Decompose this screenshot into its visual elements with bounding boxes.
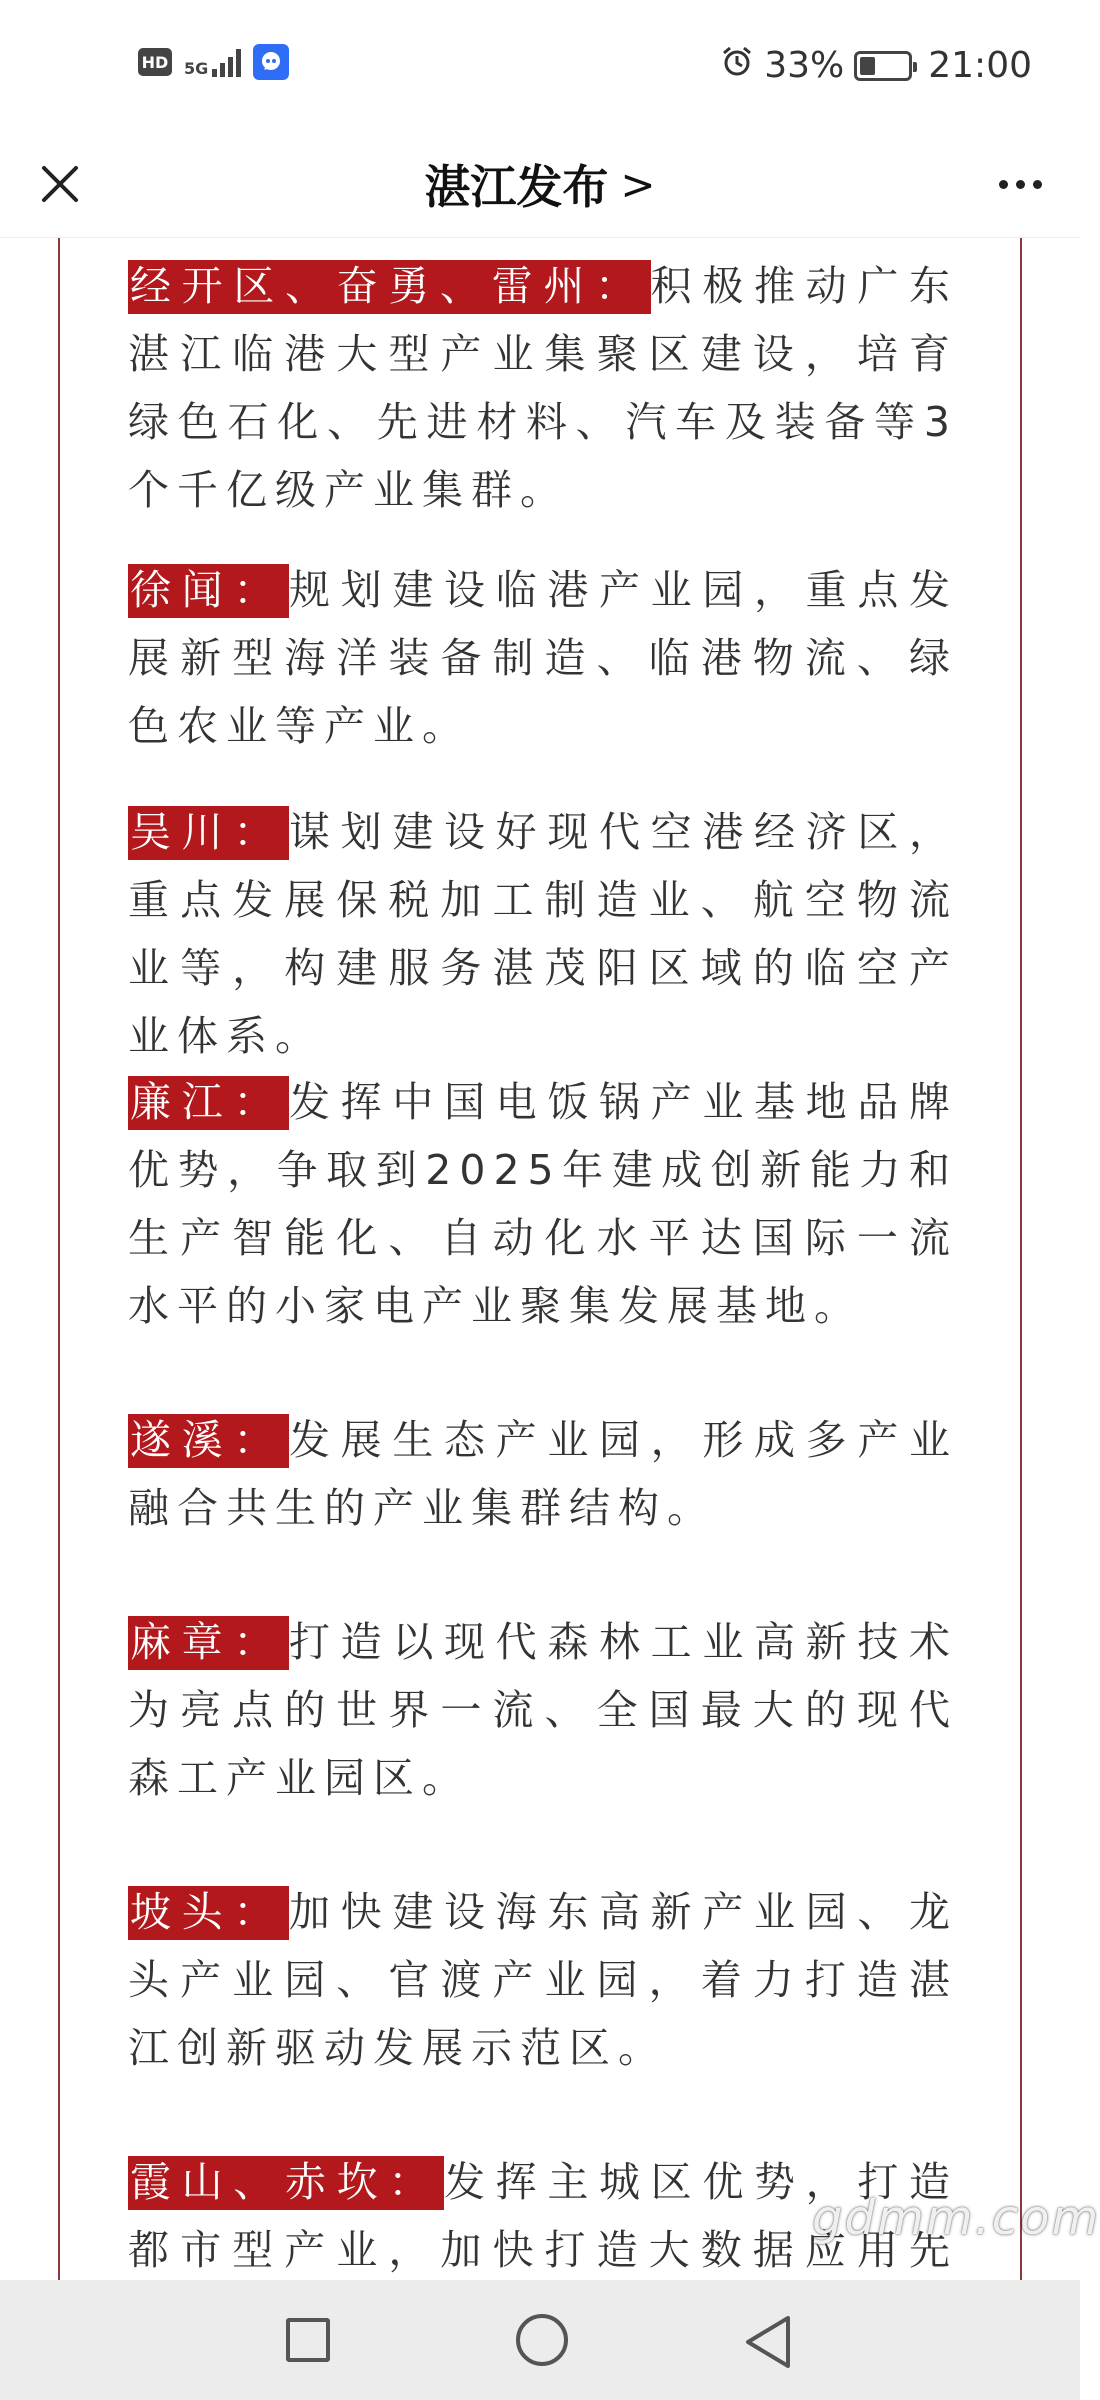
status-bar xyxy=(0,0,1080,130)
recent-apps-button[interactable] xyxy=(286,2318,330,2362)
home-button[interactable] xyxy=(516,2314,568,2366)
article-paragraph xyxy=(128,1608,958,1812)
paragraph-text: 发挥中国电饭锅产业基地品牌优势，争取到2025年建成创新能力和生产智能化、自动化水平达国际一流水平的小家电产业聚集发展基地。 xyxy=(128,1078,958,1330)
title-bar xyxy=(0,130,1080,238)
alarm-icon xyxy=(720,44,754,87)
paragraph-text: 加快建设海东高新产业园、龙头产业园、官渡产业园，着力打造湛江创新驱动发展示范区。 xyxy=(128,1888,958,2072)
district-tag: 霞山、赤坎： xyxy=(128,2156,444,2210)
paragraph-text: 发展生态产业园，形成多产业融合共生的产业集群结构。 xyxy=(128,1416,958,1532)
district-tag: 坡头： xyxy=(128,1886,289,1940)
back-button[interactable] xyxy=(742,2314,794,2374)
article-paragraph xyxy=(128,1878,958,2082)
page-title[interactable] xyxy=(0,130,1080,238)
district-tag: 经开区、奋勇、雷州： xyxy=(128,260,651,314)
article-paragraph xyxy=(128,1406,958,1542)
paragraph-text: 发挥主城区优势，打造都市型产业，加快打造大数据应用先 xyxy=(128,2158,958,2274)
more-dot xyxy=(1033,180,1042,189)
more-dot xyxy=(999,180,1008,189)
more-dot xyxy=(1016,180,1025,189)
back-triangle-icon xyxy=(742,2314,794,2370)
account-name[interactable]: 湛江发布 xyxy=(424,160,609,214)
battery-percent: 33% xyxy=(764,45,845,86)
watermark: gdmm.com xyxy=(812,2190,1100,2246)
article-paragraph xyxy=(128,798,958,1070)
network-type: 5G xyxy=(184,59,209,78)
chevron-right-icon: > xyxy=(620,159,656,209)
status-left xyxy=(138,44,289,80)
paragraph-text: 谋划建设好现代空港经济区，重点发展保税加工制造业、航空物流业等，构建服务湛茂阳区域的临空产业体系。 xyxy=(128,808,958,1060)
battery-icon xyxy=(854,51,912,81)
district-tag: 遂溪： xyxy=(128,1414,289,1468)
district-tag: 吴川： xyxy=(128,806,289,860)
district-tag: 麻章： xyxy=(128,1616,289,1670)
clock: 21:00 xyxy=(928,45,1032,86)
article-paragraph xyxy=(128,1068,958,1340)
article-paragraph xyxy=(128,556,958,760)
more-options-button[interactable] xyxy=(988,152,1052,216)
district-tag: 徐闻： xyxy=(128,564,289,618)
signal-icon xyxy=(184,47,241,77)
paragraph-text: 积极推动广东湛江临港大型产业集聚区建设，培育绿色石化、先进材料、汽车及装备等3个千亿级产业集群。 xyxy=(128,262,959,514)
paragraph-text: 规划建设临港产业园，重点发展新型海洋装备制造、临港物流、绿色农业等产业。 xyxy=(128,566,958,750)
article-paragraph xyxy=(128,252,958,524)
paragraph-text: 打造以现代森林工业高新技术为亮点的世界一流、全国最大的现代森工产业园区。 xyxy=(128,1618,958,1802)
system-nav-bar xyxy=(0,2280,1080,2400)
hd-icon: HD xyxy=(138,48,172,76)
article-content xyxy=(58,238,1022,2280)
status-right xyxy=(720,44,1032,87)
district-tag: 廉江： xyxy=(128,1076,289,1130)
notification-app-icon xyxy=(253,44,289,80)
